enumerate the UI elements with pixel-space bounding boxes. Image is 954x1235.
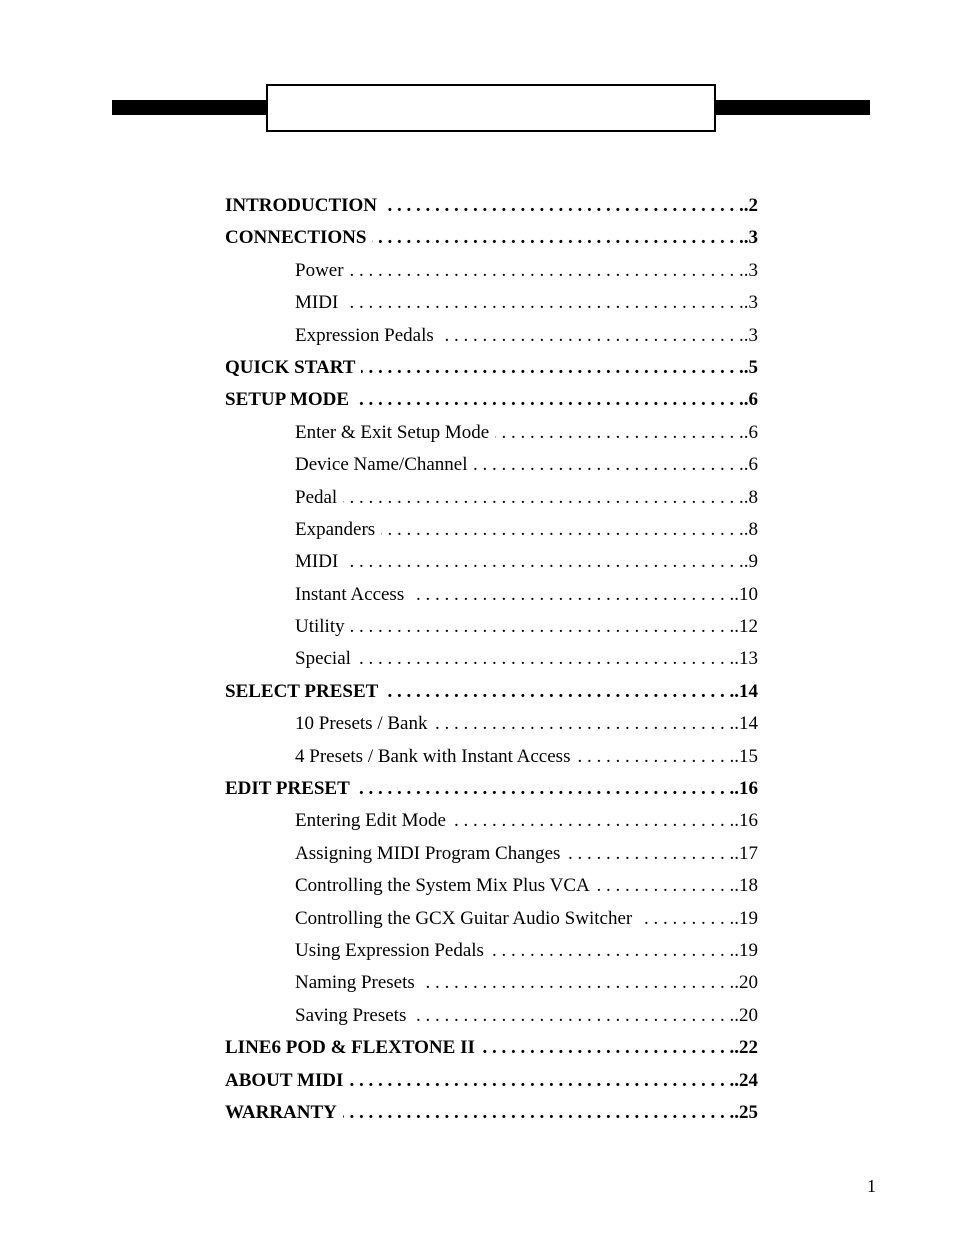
- toc-entry-label: SELECT PRESET: [225, 680, 379, 702]
- toc-leader-dots: [343, 1097, 734, 1129]
- toc-entry-page: .18: [734, 875, 758, 897]
- toc-entry-label: Saving Presets: [295, 1004, 407, 1026]
- toc-subsection-entry[interactable]: [225, 514, 758, 546]
- toc-entry-label: WARRANTY: [225, 1101, 337, 1123]
- toc-entry-page: .3: [743, 324, 758, 346]
- toc-section-entry[interactable]: [225, 773, 758, 805]
- toc-leader-dots: [421, 967, 734, 999]
- toc-leader-dots: [576, 741, 734, 773]
- toc-entry-label: SETUP MODE: [225, 389, 350, 411]
- toc-subsection-entry[interactable]: [225, 935, 758, 967]
- toc-leader-dots: [481, 1032, 734, 1064]
- toc-subsection-entry[interactable]: [225, 643, 758, 675]
- toc-subsection-entry[interactable]: [225, 449, 758, 481]
- toc-leader-dots: [356, 773, 734, 805]
- toc-leader-dots: [383, 190, 744, 222]
- toc-section-entry[interactable]: [225, 222, 758, 254]
- toc-entry-page: .19: [734, 939, 758, 961]
- toc-leader-dots: [596, 870, 735, 902]
- toc-entry-label: MIDI: [295, 292, 339, 314]
- toc-subsection-entry[interactable]: [225, 903, 758, 935]
- toc-leader-dots: [355, 384, 744, 416]
- toc-leader-dots: [490, 935, 734, 967]
- toc-entry-page: .14: [734, 680, 758, 702]
- toc-leader-dots: [384, 676, 734, 708]
- toc-entry-label: Power: [295, 259, 344, 281]
- toc-subsection-entry[interactable]: [225, 741, 758, 773]
- toc-subsection-entry[interactable]: [225, 579, 758, 611]
- toc-subsection-entry[interactable]: [225, 255, 758, 287]
- toc-entry-label: 10 Presets / Bank: [295, 713, 428, 735]
- toc-section-entry[interactable]: [225, 676, 758, 708]
- toc-entry-label: Instant Access: [295, 583, 405, 605]
- page-number: 1: [867, 1176, 876, 1196]
- toc-entry-page: .14: [734, 713, 758, 735]
- toc-entry-page: .6: [743, 421, 758, 443]
- toc-entry-label: Utility: [295, 616, 345, 638]
- toc-section-entry[interactable]: [225, 384, 758, 416]
- toc-entry-page: .17: [734, 842, 758, 864]
- table-of-contents: [225, 190, 758, 1129]
- toc-leader-dots: [344, 287, 743, 319]
- toc-leader-dots: [474, 449, 744, 481]
- toc-entry-label: Entering Edit Mode: [295, 810, 446, 832]
- toc-entry-page: .13: [734, 648, 758, 670]
- toc-entry-label: 4 Presets / Bank with Instant Access: [295, 745, 571, 767]
- toc-subsection-entry[interactable]: [225, 287, 758, 319]
- toc-entry-label: CONNECTIONS: [225, 227, 367, 249]
- toc-subsection-entry[interactable]: [225, 870, 758, 902]
- toc-leader-dots: [412, 1000, 734, 1032]
- toc-entry-page: .12: [734, 616, 758, 638]
- toc-entry-page: .19: [734, 907, 758, 929]
- header-title-box: [266, 84, 716, 132]
- toc-section-entry[interactable]: [225, 1097, 758, 1129]
- toc-leader-dots: [381, 514, 744, 546]
- toc-leader-dots: [344, 546, 743, 578]
- toc-entry-label: Special: [295, 648, 351, 670]
- toc-entry-label: EDIT PRESET: [225, 778, 350, 800]
- toc-entry-page: .25: [734, 1101, 758, 1123]
- toc-entry-page: .8: [743, 518, 758, 540]
- toc-entry-page: .15: [734, 745, 758, 767]
- toc-subsection-entry[interactable]: [225, 320, 758, 352]
- toc-leader-dots: [350, 255, 744, 287]
- toc-section-entry[interactable]: [225, 190, 758, 222]
- toc-entry-label: Device Name/Channel: [295, 454, 468, 476]
- toc-leader-dots: [440, 320, 744, 352]
- toc-leader-dots: [357, 643, 734, 675]
- toc-entry-page: .24: [734, 1069, 758, 1091]
- toc-entry-page: .3: [743, 259, 758, 281]
- toc-leader-dots: [566, 838, 734, 870]
- toc-leader-dots: [372, 222, 743, 254]
- toc-entry-label: Enter & Exit Setup Mode: [295, 421, 490, 443]
- toc-entry-page: .9: [743, 551, 758, 573]
- toc-leader-dots: [361, 352, 743, 384]
- toc-entry-page: .10: [734, 583, 758, 605]
- toc-subsection-entry[interactable]: [225, 611, 758, 643]
- toc-leader-dots: [495, 417, 744, 449]
- toc-entry-label: Naming Presets: [295, 972, 415, 994]
- toc-leader-dots: [351, 611, 735, 643]
- toc-entry-label: Assigning MIDI Program Changes: [295, 842, 561, 864]
- toc-subsection-entry[interactable]: [225, 708, 758, 740]
- toc-entry-page: .3: [743, 227, 758, 249]
- toc-entry-label: Using Expression Pedals: [295, 939, 484, 961]
- toc-section-entry[interactable]: [225, 1032, 758, 1064]
- toc-entry-page: .3: [743, 292, 758, 314]
- toc-entry-label: Expanders: [295, 518, 376, 540]
- toc-entry-page: .5: [743, 356, 758, 378]
- toc-entry-page: .6: [743, 454, 758, 476]
- toc-entry-label: INTRODUCTION: [225, 195, 378, 216]
- toc-subsection-entry[interactable]: [225, 1000, 758, 1032]
- toc-entry-label: Expression Pedals: [295, 324, 434, 346]
- toc-subsection-entry[interactable]: [225, 546, 758, 578]
- toc-subsection-entry[interactable]: [225, 482, 758, 514]
- toc-leader-dots: [638, 903, 734, 935]
- toc-entry-label: QUICK START: [225, 356, 356, 378]
- toc-entry-page: .20: [734, 1004, 758, 1026]
- toc-leader-dots: [433, 708, 734, 740]
- toc-subsection-entry[interactable]: [225, 805, 758, 837]
- toc-subsection-entry[interactable]: [225, 838, 758, 870]
- toc-entry-page: .2: [743, 195, 758, 216]
- toc-entry-page: .16: [734, 810, 758, 832]
- toc-section-entry[interactable]: [225, 352, 758, 384]
- toc-leader-dots: [349, 1065, 734, 1097]
- toc-subsection-entry[interactable]: [225, 417, 758, 449]
- toc-leader-dots: [452, 805, 734, 837]
- header-bar-left: [112, 100, 268, 115]
- toc-leader-dots: [343, 482, 744, 514]
- toc-subsection-entry[interactable]: [225, 967, 758, 999]
- toc-entry-page: .22: [734, 1037, 758, 1059]
- toc-entry-label: Controlling the System Mix Plus VCA: [295, 875, 590, 897]
- toc-entry-label: ABOUT MIDI: [225, 1069, 344, 1091]
- toc-entry-page: .16: [734, 778, 758, 800]
- toc-entry-label: MIDI: [295, 551, 339, 573]
- toc-entry-page: .20: [734, 972, 758, 994]
- toc-entry-label: Controlling the GCX Guitar Audio Switcher: [295, 907, 633, 929]
- toc-section-entry[interactable]: [225, 1065, 758, 1097]
- toc-entry-page: .6: [743, 389, 758, 411]
- header-bar-right: [715, 100, 870, 115]
- toc-entry-page: .8: [743, 486, 758, 508]
- toc-entry-label: Pedal: [295, 486, 338, 508]
- toc-entry-label: LINE6 POD & FLEXTONE II: [225, 1037, 475, 1059]
- toc-leader-dots: [410, 579, 734, 611]
